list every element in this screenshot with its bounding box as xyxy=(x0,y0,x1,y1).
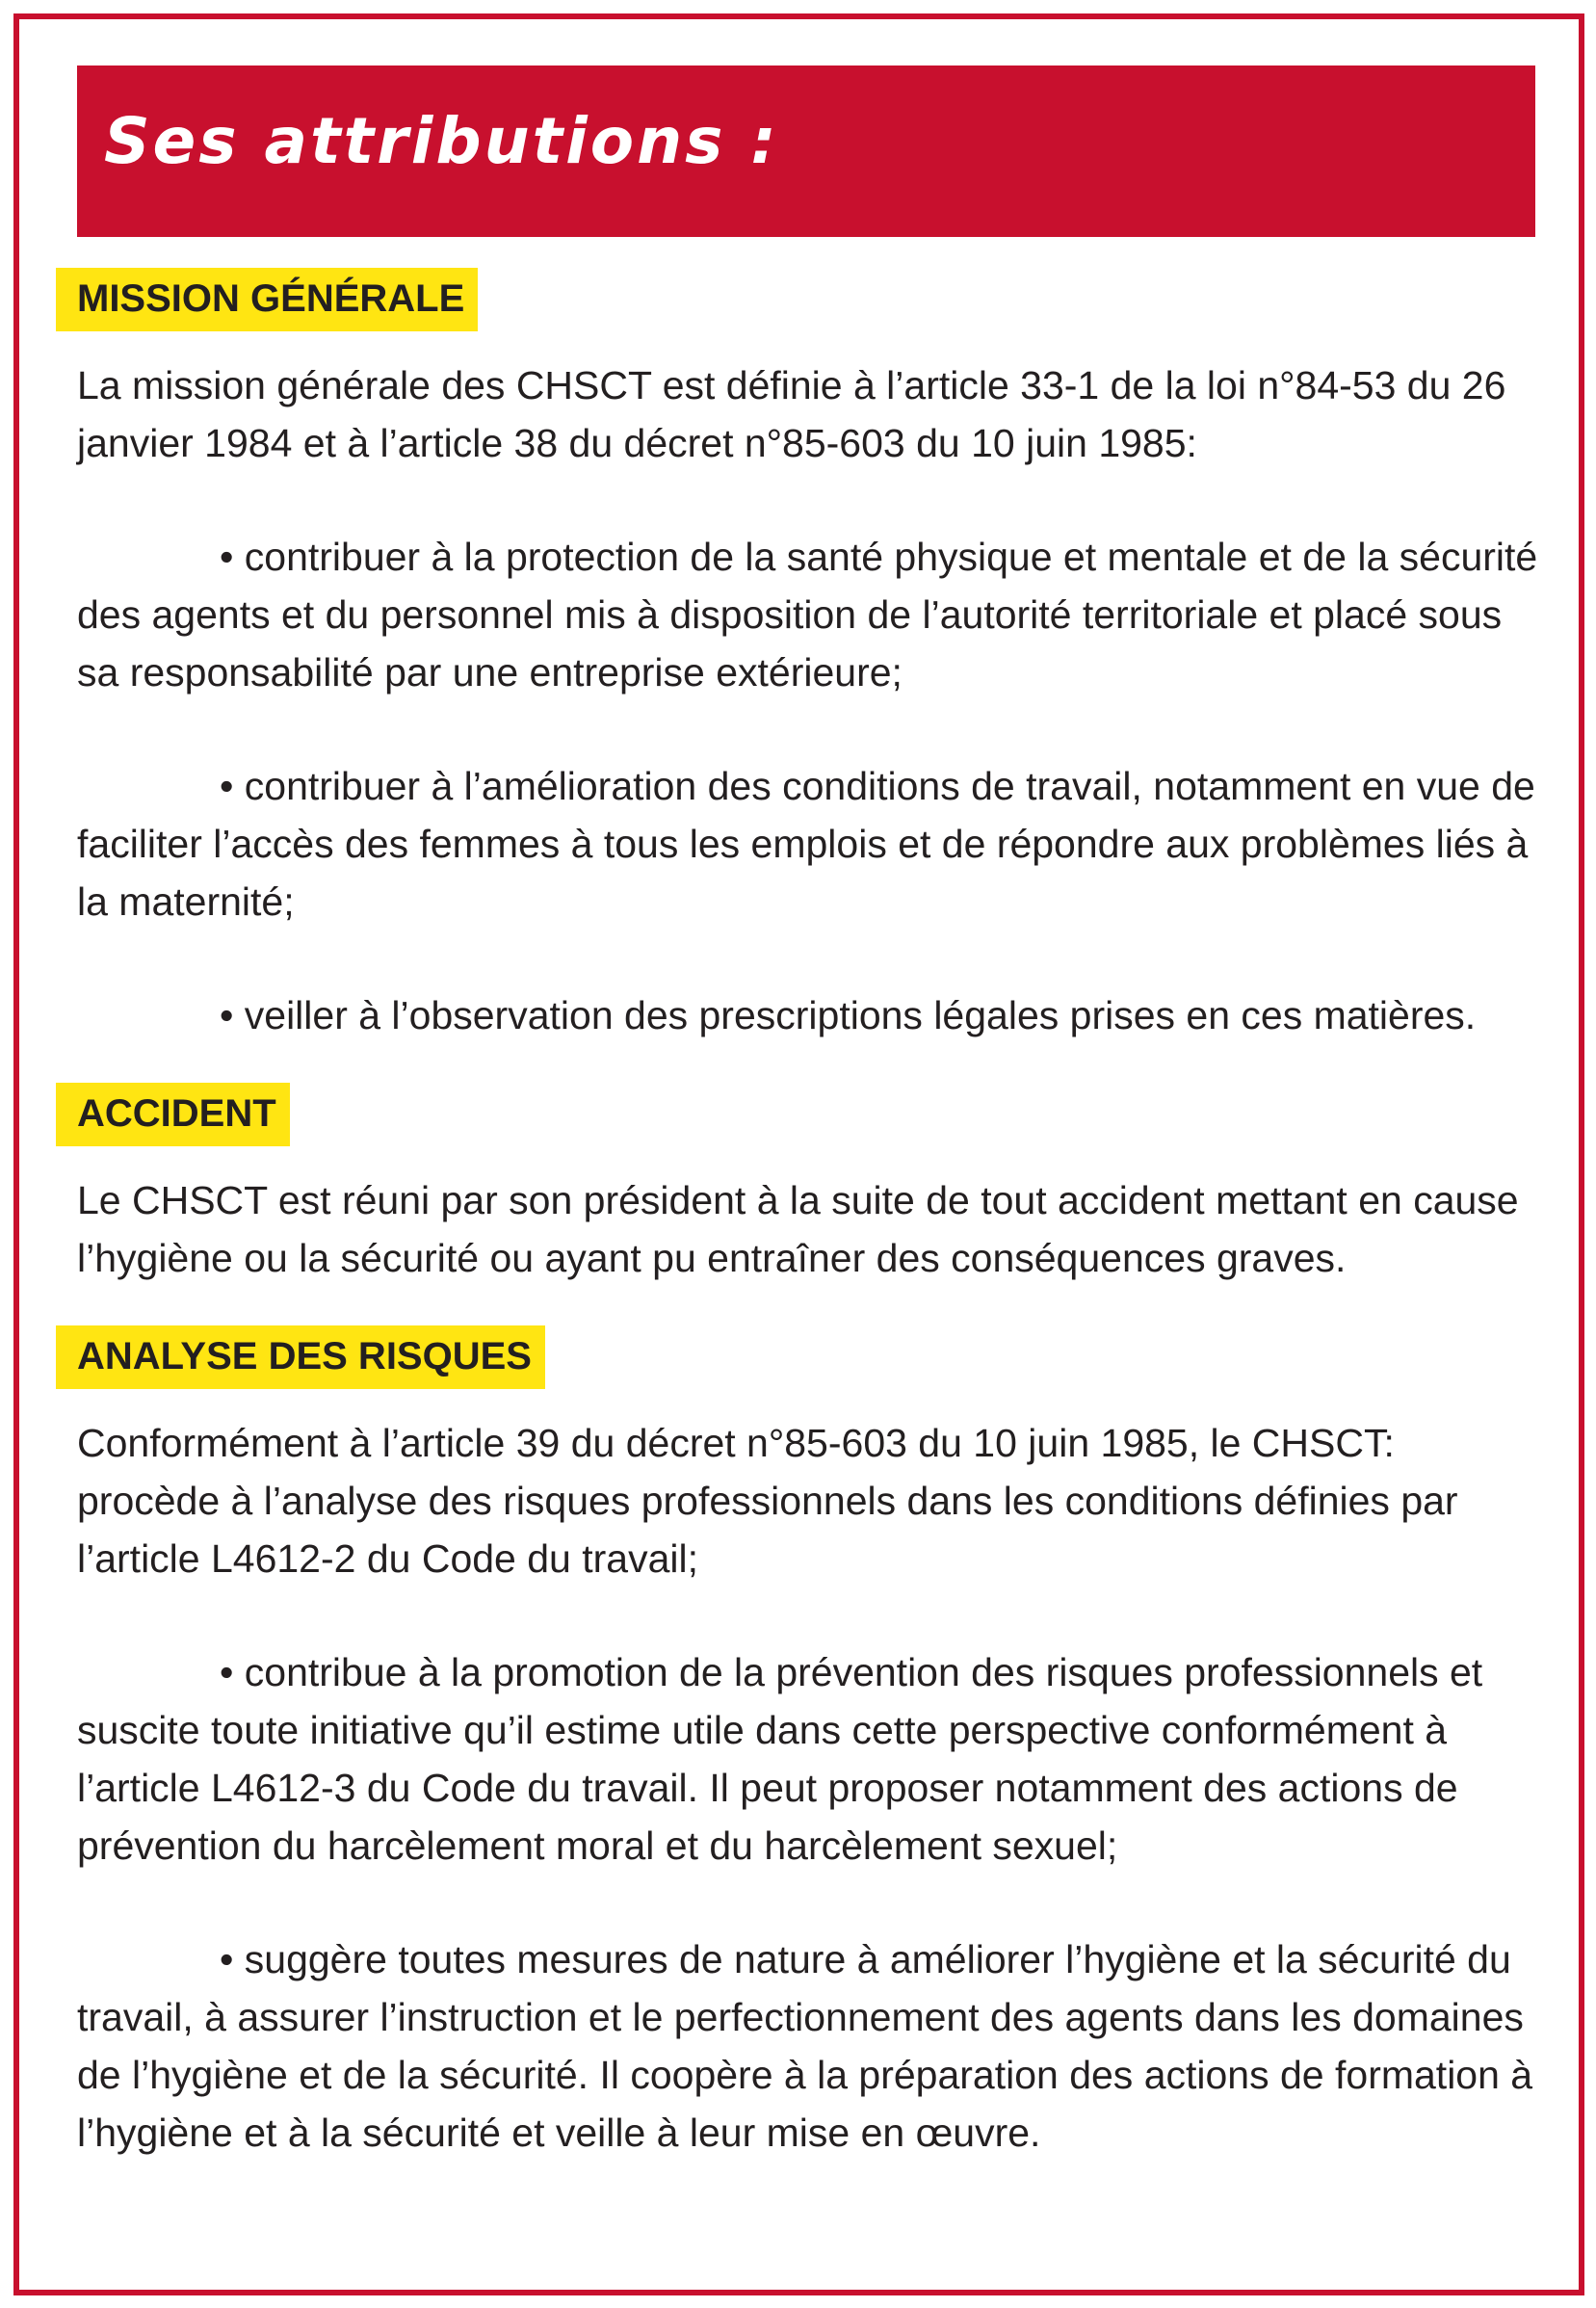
section-label: ACCIDENT xyxy=(56,1083,290,1146)
bullet-icon: • xyxy=(220,1650,234,1694)
section-intro: La mission générale des CHSCT est définie à l’article 33-1 de la loi n°84-53 du 26 janvier 1984 et à l’article 38 du décret n°85-603 du 10 juin 1985: xyxy=(77,363,1506,465)
bullet-icon: • xyxy=(220,535,234,579)
list-item-text: veiller à l’observation des prescriptions légales prises en ces matières. xyxy=(244,993,1477,1037)
list-item-text: suggère toutes mesures de nature à améliorer l’hygiène et la sécurité du travail, à assurer l’instruction et le perfectionnement des agents dans les domaines de l’hygiène et de la sécurité. Il coopère à la préparation des actions de formation à l’hygiène et à la sécurité et veille à leur mise en œuvre. xyxy=(77,1937,1533,2155)
section-label: ANALYSE DES RISQUES xyxy=(56,1325,545,1389)
section-analyse-des-risques xyxy=(77,1325,1541,2162)
list-item xyxy=(77,1930,1541,2162)
section-label: MISSION GÉNÉRALE xyxy=(56,268,478,331)
list-item xyxy=(77,757,1541,931)
page-title: Ses attributions : xyxy=(104,104,779,178)
title-banner xyxy=(77,66,1535,237)
section-intro: Conformément à l’article 39 du décret n°85-603 du 10 juin 1985, le CHSCT: procède à l’analyse des risques professionnels dans les conditions définies par l’article L4612-2 du Code du travail; xyxy=(77,1421,1458,1581)
bullet-icon: • xyxy=(220,993,234,1037)
section-intro: Le CHSCT est réuni par son président à la suite de tout accident mettant en cause l’hygiène ou la sécurité ou ayant pu entraîner des conséquences graves. xyxy=(77,1178,1519,1280)
list-item xyxy=(77,986,1541,1044)
list-item-text: contribue à la promotion de la prévention des risques professionnels et suscite toute initiative qu’il estime utile dans cette perspective conformément à l’article L4612-3 du Code du travail. Il peut proposer notamment des actions de prévention du harcèlement moral et du harcèlement sexuel; xyxy=(77,1650,1483,1868)
bullet-icon: • xyxy=(220,764,234,808)
document-body xyxy=(77,268,1541,2162)
section-accident xyxy=(77,1083,1541,1287)
list-item xyxy=(77,1643,1541,1875)
list-item-text: contribuer à l’amélioration des conditions de travail, notamment en vue de faciliter l’accès des femmes à tous les emplois et de répondre aux problèmes liés à la maternité; xyxy=(77,764,1535,924)
list-item xyxy=(77,528,1541,701)
list-item-text: contribuer à la protection de la santé physique et mentale et de la sécurité des agents et du personnel mis à disposition de l’autorité territoriale et placé sous sa responsabilité par une entreprise extérieure; xyxy=(77,535,1538,695)
section-mission-generale xyxy=(77,268,1541,1044)
bullet-icon: • xyxy=(220,1937,234,1981)
